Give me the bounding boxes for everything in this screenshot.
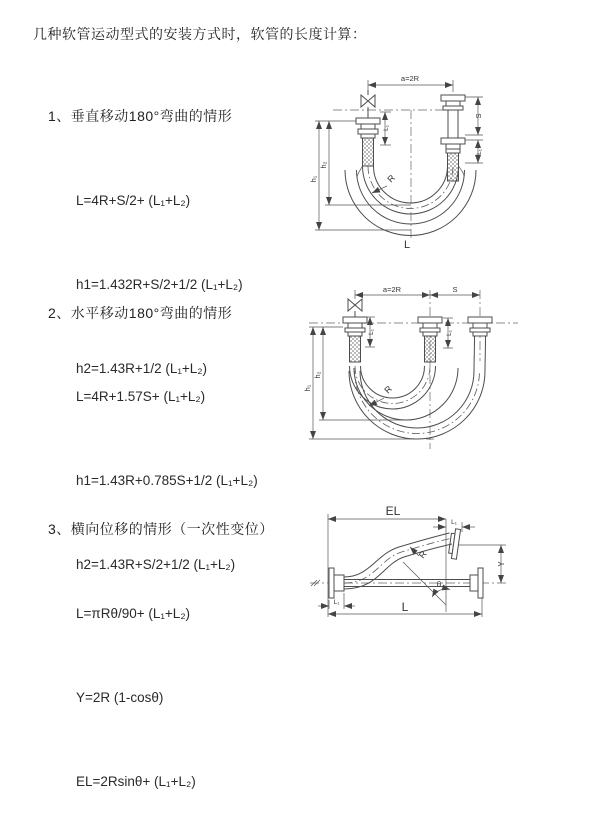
valve-icon [348, 299, 362, 317]
formula-line: Y=2R (1-cosθ) [76, 690, 164, 705]
dim-label-length: L [401, 600, 409, 614]
diagram-lateral-displacement [298, 496, 600, 658]
formula-line: L=4R+1.57S+ (L₁+L₂) [76, 389, 206, 404]
formula-line: h2=1.43R+S/2+1/2 (L₁+L₂) [76, 557, 236, 572]
angle-arc [432, 589, 450, 597]
dim-label-l1-top: L₁ [451, 519, 457, 526]
diagram-horizontal-180-bend [303, 281, 600, 455]
dim-label-length: L [403, 239, 411, 251]
formula-line: h1=1.432R+S/2+1/2 (L₁+L₂) [76, 277, 243, 292]
page-title: 几种软管运动型式的安装方式时，软管的长度计算： [33, 26, 367, 42]
valve-icon [361, 90, 375, 118]
section-2-heading: 2、水平移动180°弯曲的情形 [48, 305, 233, 321]
dim-label-h2: h₂ [313, 371, 322, 379]
formula-line: L=4R+S/2+ (L₁+L₂) [76, 193, 191, 208]
dim-label-radius: R [385, 172, 398, 185]
section-3-formulas [76, 544, 196, 824]
dim-label-l1-right: L₁ [476, 149, 483, 155]
section-1-heading: 1、垂直移动180°弯曲的情形 [48, 108, 233, 124]
dim-label-l1-bottom: L₁ [333, 599, 340, 606]
left-pipe-fitting [356, 118, 380, 166]
section-3-heading: 3、横向位移的情形（一次性变位） [48, 521, 274, 537]
dim-label-span: a=2R [400, 74, 420, 83]
dim-label-h2: h₂ [319, 161, 328, 169]
upper-flange [448, 528, 461, 559]
dim-label-l1-mid: L₁ [446, 330, 453, 336]
dim-label-l1-left: L₁ [368, 329, 375, 335]
formula-line: h2=1.43R+1/2 (L₁+L₂) [76, 361, 208, 376]
formula-line: EL=2Rsinθ+ (L₁+L₂) [76, 774, 196, 789]
dim-label-theta: θ [436, 580, 442, 589]
dim-label-radius: R [416, 548, 429, 561]
dim-label-l1-left: L₁ [383, 125, 390, 131]
dim-label-el: EL [385, 504, 401, 518]
dim-label-span: a=2R [382, 285, 402, 294]
middle-pipe-fitting [418, 317, 442, 362]
formula-line: L=πRθ/90+ (L₁+L₂) [76, 606, 191, 621]
left-flange [329, 568, 344, 598]
dim-label-s: S [474, 113, 483, 119]
dim-label-s: S [452, 285, 458, 294]
left-pipe-fitting [343, 317, 367, 362]
dim-label-h1: h₁ [303, 384, 312, 392]
formula-line: h1=1.43R+0.785S+1/2 (L₁+L₂) [76, 473, 258, 488]
dim-label-y: Y [497, 561, 506, 567]
diagram-vertical-180-bend [303, 66, 600, 270]
dim-label-h1: h₁ [309, 175, 318, 183]
dim-label-radius: R [382, 383, 395, 396]
hose-u-bends [349, 366, 485, 439]
